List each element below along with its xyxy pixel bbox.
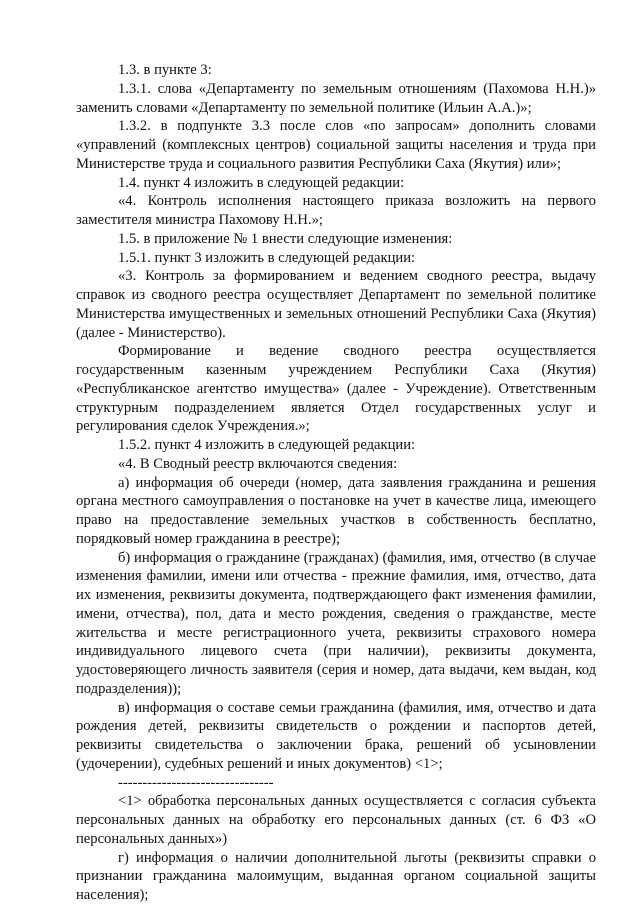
paragraph-item-g: г) информация о наличии дополнительной льготы (реквизиты справки о признании гражданина малоимущим, выданная органом социальной защиты населения); bbox=[76, 849, 596, 903]
paragraph-point-3-registry-control: «3. Контроль за формированием и ведением сводного реестра, выдачу справок из сводного реестра осуществляет Департамент по земельной политике Министерства имущественных и земельных отношений Республики Саха (Якутия) (далее - Министерство). bbox=[76, 268, 596, 341]
paragraph-point-4-registry-info: «4. В Сводный реестр включаются сведения: bbox=[118, 455, 398, 472]
footnote-separator: -------------------------------- bbox=[118, 774, 274, 791]
paragraph-1-3-1: 1.3.1. слова «Департаменту по земельным отношениям (Пахомова Н.Н.)» заменить словами «Департаменту по земельной политике (Ильин А.А.)»; bbox=[76, 80, 596, 116]
paragraph-1-5: 1.5. в приложение № 1 внести следующие изменения: bbox=[118, 230, 453, 247]
paragraph-item-a: а) информация об очереди (номер, дата заявления гражданина и решения органа местного самоуправления о постановке на учет в качестве лица, имеющего право на предоставление земельных участков в собственность бесплатно, порядковый номер гражданина в реестре); bbox=[76, 474, 596, 547]
footnote-1: <1> обработка персональных данных осуществляется с согласия субъекта персональных данных на обработку его персональных данных (ст. 6 ФЗ «О персональных данных») bbox=[76, 793, 596, 847]
paragraph-point-4-control: «4. Контроль исполнения настоящего приказа возложить на первого заместителя министра Пахомову Н.Н.»; bbox=[76, 193, 596, 228]
paragraph-item-v: в) информация о составе семьи гражданина (фамилия, имя, отчество и дата рождения детей, реквизиты свидетельств о рождении и паспортов детей, реквизиты свидетельства о заключении брака, решений об усыновлении (удочерении), судебных решений и иных документов) <1>; bbox=[76, 699, 596, 772]
paragraph-1-5-2: 1.5.2. пункт 4 изложить в следующей редакции: bbox=[118, 437, 416, 453]
paragraph-registry-formation: Формирование и ведение сводного реестра осуществляется государственным казенным учреждением Республики Саха (Якутия) «Республиканское агентство имущества» (далее - Учреждение). Ответственным структурным подразделением является Отдел государственных услуг и регулирования сделок Учреждения.»; bbox=[76, 343, 596, 435]
paragraph-1-3: 1.3. в пункте 3: bbox=[118, 62, 212, 78]
paragraph-item-b: б) информация о гражданине (гражданах) (фамилия, имя, отчество (в случае изменения фамилии, имени или отчества - прежние фамилия, имя, отчество, дата их изменения, реквизиты документа, подтверждающего факт изменения фамилии, имени, отчества), пол, дата и место рождения, сведения о гражданстве, месте жительства и месте регистрационного учета, реквизиты страхового номера индивидуального лицевого счета (при наличии), реквизиты документа, удостоверяющего личность заявителя (серия и номер, дата выдачи, кем выдан, код подразделения)); bbox=[76, 549, 596, 697]
paragraph-1-3-2: 1.3.2. в подпункте 3.3 после слов «по запросам» дополнить словами «управлений (комплексных центров) социальной защиты населения и труда при Министерстве труда и социального развития Республики Саха (Якутия) или»; bbox=[76, 118, 596, 172]
document-body bbox=[76, 61, 596, 905]
paragraph-1-4: 1.4. пункт 4 изложить в следующей редакции: bbox=[118, 174, 405, 191]
paragraph-1-5-1: 1.5.1. пункт 3 изложить в следующей редакции: bbox=[118, 249, 416, 266]
